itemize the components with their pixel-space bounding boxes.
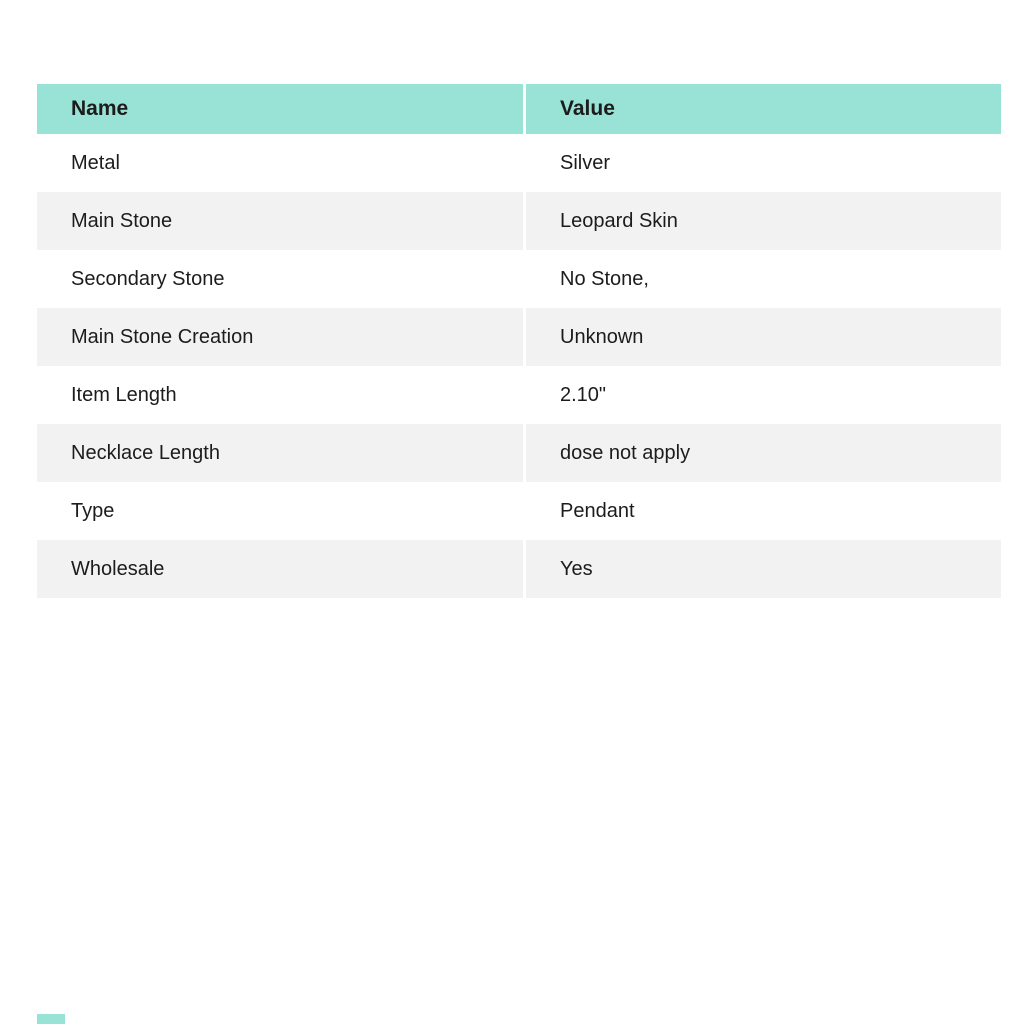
row-value-cell: Unknown: [526, 308, 1001, 366]
row-name-cell: Necklace Length: [37, 424, 523, 482]
row-name-cell: Type: [37, 482, 523, 540]
next-table-header-fragment: [37, 1014, 65, 1024]
row-name-cell: Item Length: [37, 366, 523, 424]
row-name-cell: Secondary Stone: [37, 250, 523, 308]
row-value-cell: No Stone,: [526, 250, 1001, 308]
attributes-table: [37, 84, 1001, 598]
row-name-cell: Main Stone Creation: [37, 308, 523, 366]
row-name-cell: Wholesale: [37, 540, 523, 598]
header-cell-value: Value: [526, 84, 1001, 134]
row-name-cell: Main Stone: [37, 192, 523, 250]
row-value-cell: 2.10": [526, 366, 1001, 424]
row-value-cell: Silver: [526, 134, 1001, 192]
row-value-cell: Leopard Skin: [526, 192, 1001, 250]
row-name-cell: Metal: [37, 134, 523, 192]
row-value-cell: dose not apply: [526, 424, 1001, 482]
row-value-cell: Pendant: [526, 482, 1001, 540]
row-value-cell: Yes: [526, 540, 1001, 598]
header-cell-name: Name: [37, 84, 523, 134]
